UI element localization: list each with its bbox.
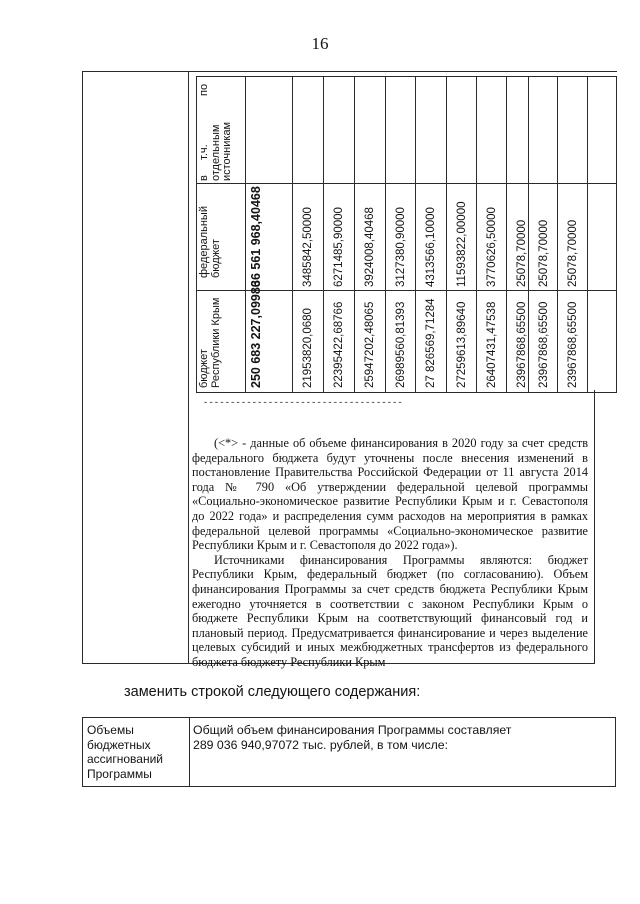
crimea-budget-value: 26989560,81393 (395, 301, 407, 388)
federal-budget-value: 3485842,50000 (302, 207, 314, 287)
crimea-budget-value: 27 826569,71284 (425, 298, 437, 388)
federal-budget-value: 25078,70000 (516, 219, 528, 287)
crimea-budget-value: 21953820,0680 (302, 308, 314, 388)
crimea-budget-value: 26407431,47538 (486, 301, 498, 388)
budget-allocation-text (193, 723, 593, 753)
crimea-budget-value: 25947202,48065 (364, 301, 376, 388)
total-financing-line: Общий объем финансирования Программы составляет (193, 723, 512, 737)
federal-budget-value: 25078,70000 (538, 219, 550, 287)
federal-budget-value: 25078,70000 (567, 219, 579, 287)
federal-budget-value: 36 561 968,40468 (249, 186, 263, 287)
header-federal-budget-2: бюджет (210, 239, 222, 278)
header-sources-2: т.ч. (198, 144, 210, 160)
header-federal-budget-1: федеральный (198, 206, 210, 278)
replace-instruction: заменить строкой следующего содержания: (124, 684, 421, 700)
footnote-separator: ------------------------------------- (203, 398, 403, 408)
crimea-budget-value: 23967868,65500 (538, 301, 550, 388)
federal-budget-value: 3127380,90000 (395, 207, 407, 287)
header-crimea-budget-1: бюджет (198, 349, 210, 388)
footnote-text (192, 436, 588, 670)
federal-budget-value: 3770626,50000 (486, 207, 498, 287)
federal-budget-value: 4313566,10000 (425, 207, 437, 287)
header-sources-3: по (198, 83, 210, 96)
federal-budget-value: 3924008,40468 (364, 207, 376, 287)
total-amount-line: 289 036 940,97072 тыс. рублей, в том числе: (193, 738, 449, 752)
crimea-budget-value: 250 683 227,09986 (249, 280, 263, 388)
crimea-budget-value: 22395422,68766 (333, 301, 345, 388)
header-sources-1: в (198, 175, 210, 181)
header-crimea-budget-2: Республики Крым (210, 297, 222, 388)
header-sources-5: источникам (221, 121, 233, 181)
crimea-budget-value: 27259613,89640 (456, 301, 468, 388)
crimea-budget-value: 23967868,65500 (516, 301, 528, 388)
federal-budget-value: 6271485,90000 (333, 207, 345, 287)
header-sources-4: отдельным (210, 124, 222, 181)
page-number: 16 (311, 34, 329, 53)
federal-budget-value: 11593822,00000 (456, 201, 468, 287)
crimea-budget-value: 23967868,65500 (567, 301, 579, 388)
footnote-paragraph: (<*> - данные об объеме финансирования в 2020 году за счет средств федерального бюджета будут уточнены после внесения изменений в постановление Правительства Российской Федерации от 11 августа 2014 года № 790 «Об утверждении федеральной целевой программы «Социально-экономическое развитие Республики Крым и г. Севастополя до 2022 года» и распределения сумм расходов на мероприятия в рамках федеральной целевой программы «Социально-экономическое развитие Республики Крым и г. Севастополя до 2022 года»). (192, 436, 588, 553)
sources-paragraph: Источниками финансирования Программы являются: бюджет Республики Крым, федеральный бюджет (по согласованию). Объем финансирования Программы за счет средств бюджета Республики Крым ежегодно уточняется в соответствии с законом Республики Крым о бюджете Республики Крым на соответствующий финансовый год и плановый период. Предусматривается финансирование и через выделение целевых субсидий и иных межбюджетных трансфертов из федерального бюджета бюджету Республики Крым (192, 552, 588, 669)
budget-allocation-label: Объемы бюджетных ассигнований Программы (87, 723, 164, 781)
